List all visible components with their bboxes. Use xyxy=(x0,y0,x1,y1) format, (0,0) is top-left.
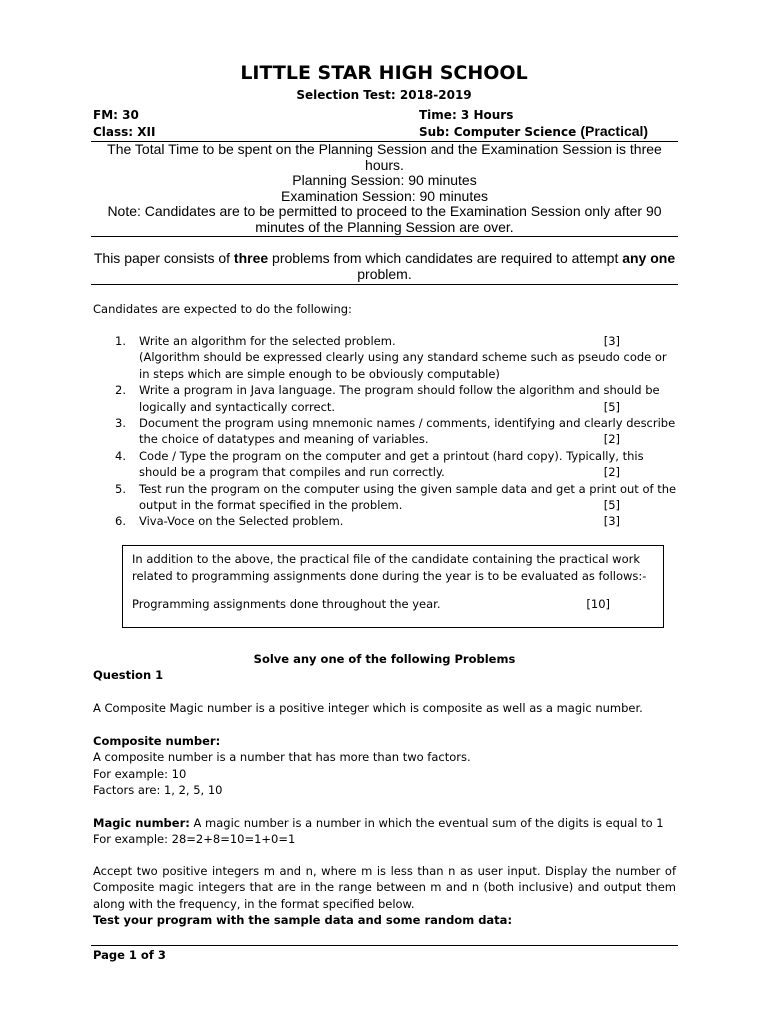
magic-example: For example: 28=2+8=10=1+0=1 xyxy=(93,832,296,847)
composite-heading: Composite number: xyxy=(93,734,221,748)
list-item: 6. Viva-Voce on the Selected problem. [3] xyxy=(115,514,620,529)
subject-label xyxy=(419,123,648,139)
composite-example: For example: 10 xyxy=(93,766,187,781)
planning-session-line: Planning Session: 90 minutes xyxy=(292,172,477,188)
list-item: 1. Write an algorithm for the selected problem. [3] (Algorithm should be expressed clearly using any standard scheme such as pseudo code or in steps which are simple enough to be obviously computable) xyxy=(115,334,667,381)
paper-info: This paper consists of three problems from which candidates are required to attempt any one problem. xyxy=(93,250,676,282)
list-item: 2. Write a program in Java language. The program should follow the algorithm and should be logically and syntactically correct. [5] xyxy=(115,383,660,414)
subject-practical: (Practical) xyxy=(580,123,649,139)
subject-name: Sub: Computer Science xyxy=(419,125,581,139)
time-instructions xyxy=(91,142,678,235)
assignments-line: Programming assignments done throughout the year. [10] xyxy=(132,597,610,611)
marks: [2] xyxy=(603,432,620,447)
test-subtitle: Selection Test: 2018-2019 xyxy=(296,88,472,102)
question-intro: A Composite Magic number is a positive integer which is composite as well as a magic number. xyxy=(93,701,643,715)
list-item: 3. Document the program using mnemonic names / comments, identifying and clearly describe the choice of datatypes and meaning of variables. [2] xyxy=(115,416,676,447)
marks: [5] xyxy=(603,498,620,513)
marks: [3] xyxy=(603,334,620,348)
question-label: Question 1 xyxy=(93,668,164,682)
divider xyxy=(91,284,678,285)
time-allowed: Time: 3 Hours xyxy=(419,108,514,122)
total-time-line: The Total Time to be spent on the Planning Session and the Examination Session is three hours. xyxy=(107,141,662,173)
exam-session-line: Examination Session: 90 minutes xyxy=(281,187,488,204)
magic-section xyxy=(93,815,676,848)
note-line: Note: Candidates are to be permitted to proceed to the Examination Session only after 90 minutes of the Planning Session are over. xyxy=(107,203,662,235)
marks: [3] xyxy=(603,514,620,529)
test-instruction: Test your program with the sample data and some random data: xyxy=(93,913,513,928)
practical-file-box xyxy=(122,545,664,628)
composite-section xyxy=(93,733,676,799)
magic-definition: A magic number is a number in which the eventual sum of the digits is equal to 1 xyxy=(189,816,664,830)
class-label: Class: XII xyxy=(93,125,156,139)
school-title: LITTLE STAR HIGH SCHOOL xyxy=(240,62,528,84)
solve-heading: Solve any one of the following Problems xyxy=(253,652,516,666)
list-item: 4. Code / Type the program on the computer and get a printout (hard copy). Typically, this should be a program that compiles and run correctly. [2] xyxy=(115,448,644,480)
marks: [2] xyxy=(603,465,620,480)
full-marks: FM: 30 xyxy=(93,108,139,122)
task-list xyxy=(93,333,678,530)
task-description: Accept two positive integers m and n, where m is less than n as user input. Display the number of Composite magic integers that are in the range between m and n (both inclusive) and output them along with the frequency, in the format specified below. Test your program with the sample data and some random data: xyxy=(93,864,676,928)
footer-divider xyxy=(91,945,678,946)
practical-file-text: In addition to the above, the practical file of the candidate containing the practical work related to programming assignments done during the year is to be evaluated as follows:- xyxy=(132,552,647,583)
magic-heading: Magic number: xyxy=(93,816,190,830)
expected-heading: Candidates are expected to do the following: xyxy=(93,302,352,316)
list-item: 5. Test run the program on the computer using the given sample data and get a print out of the output in the format specified in the problem. [5] xyxy=(115,481,677,513)
composite-definition: A composite number is a number that has more than two factors. xyxy=(93,750,471,765)
composite-factors: Factors are: 1, 2, 5, 10 xyxy=(93,783,223,798)
page-number: Page 1 of 3 xyxy=(93,948,166,962)
marks: [5] xyxy=(603,399,620,414)
divider xyxy=(91,236,678,237)
marks: [10] xyxy=(586,597,610,611)
